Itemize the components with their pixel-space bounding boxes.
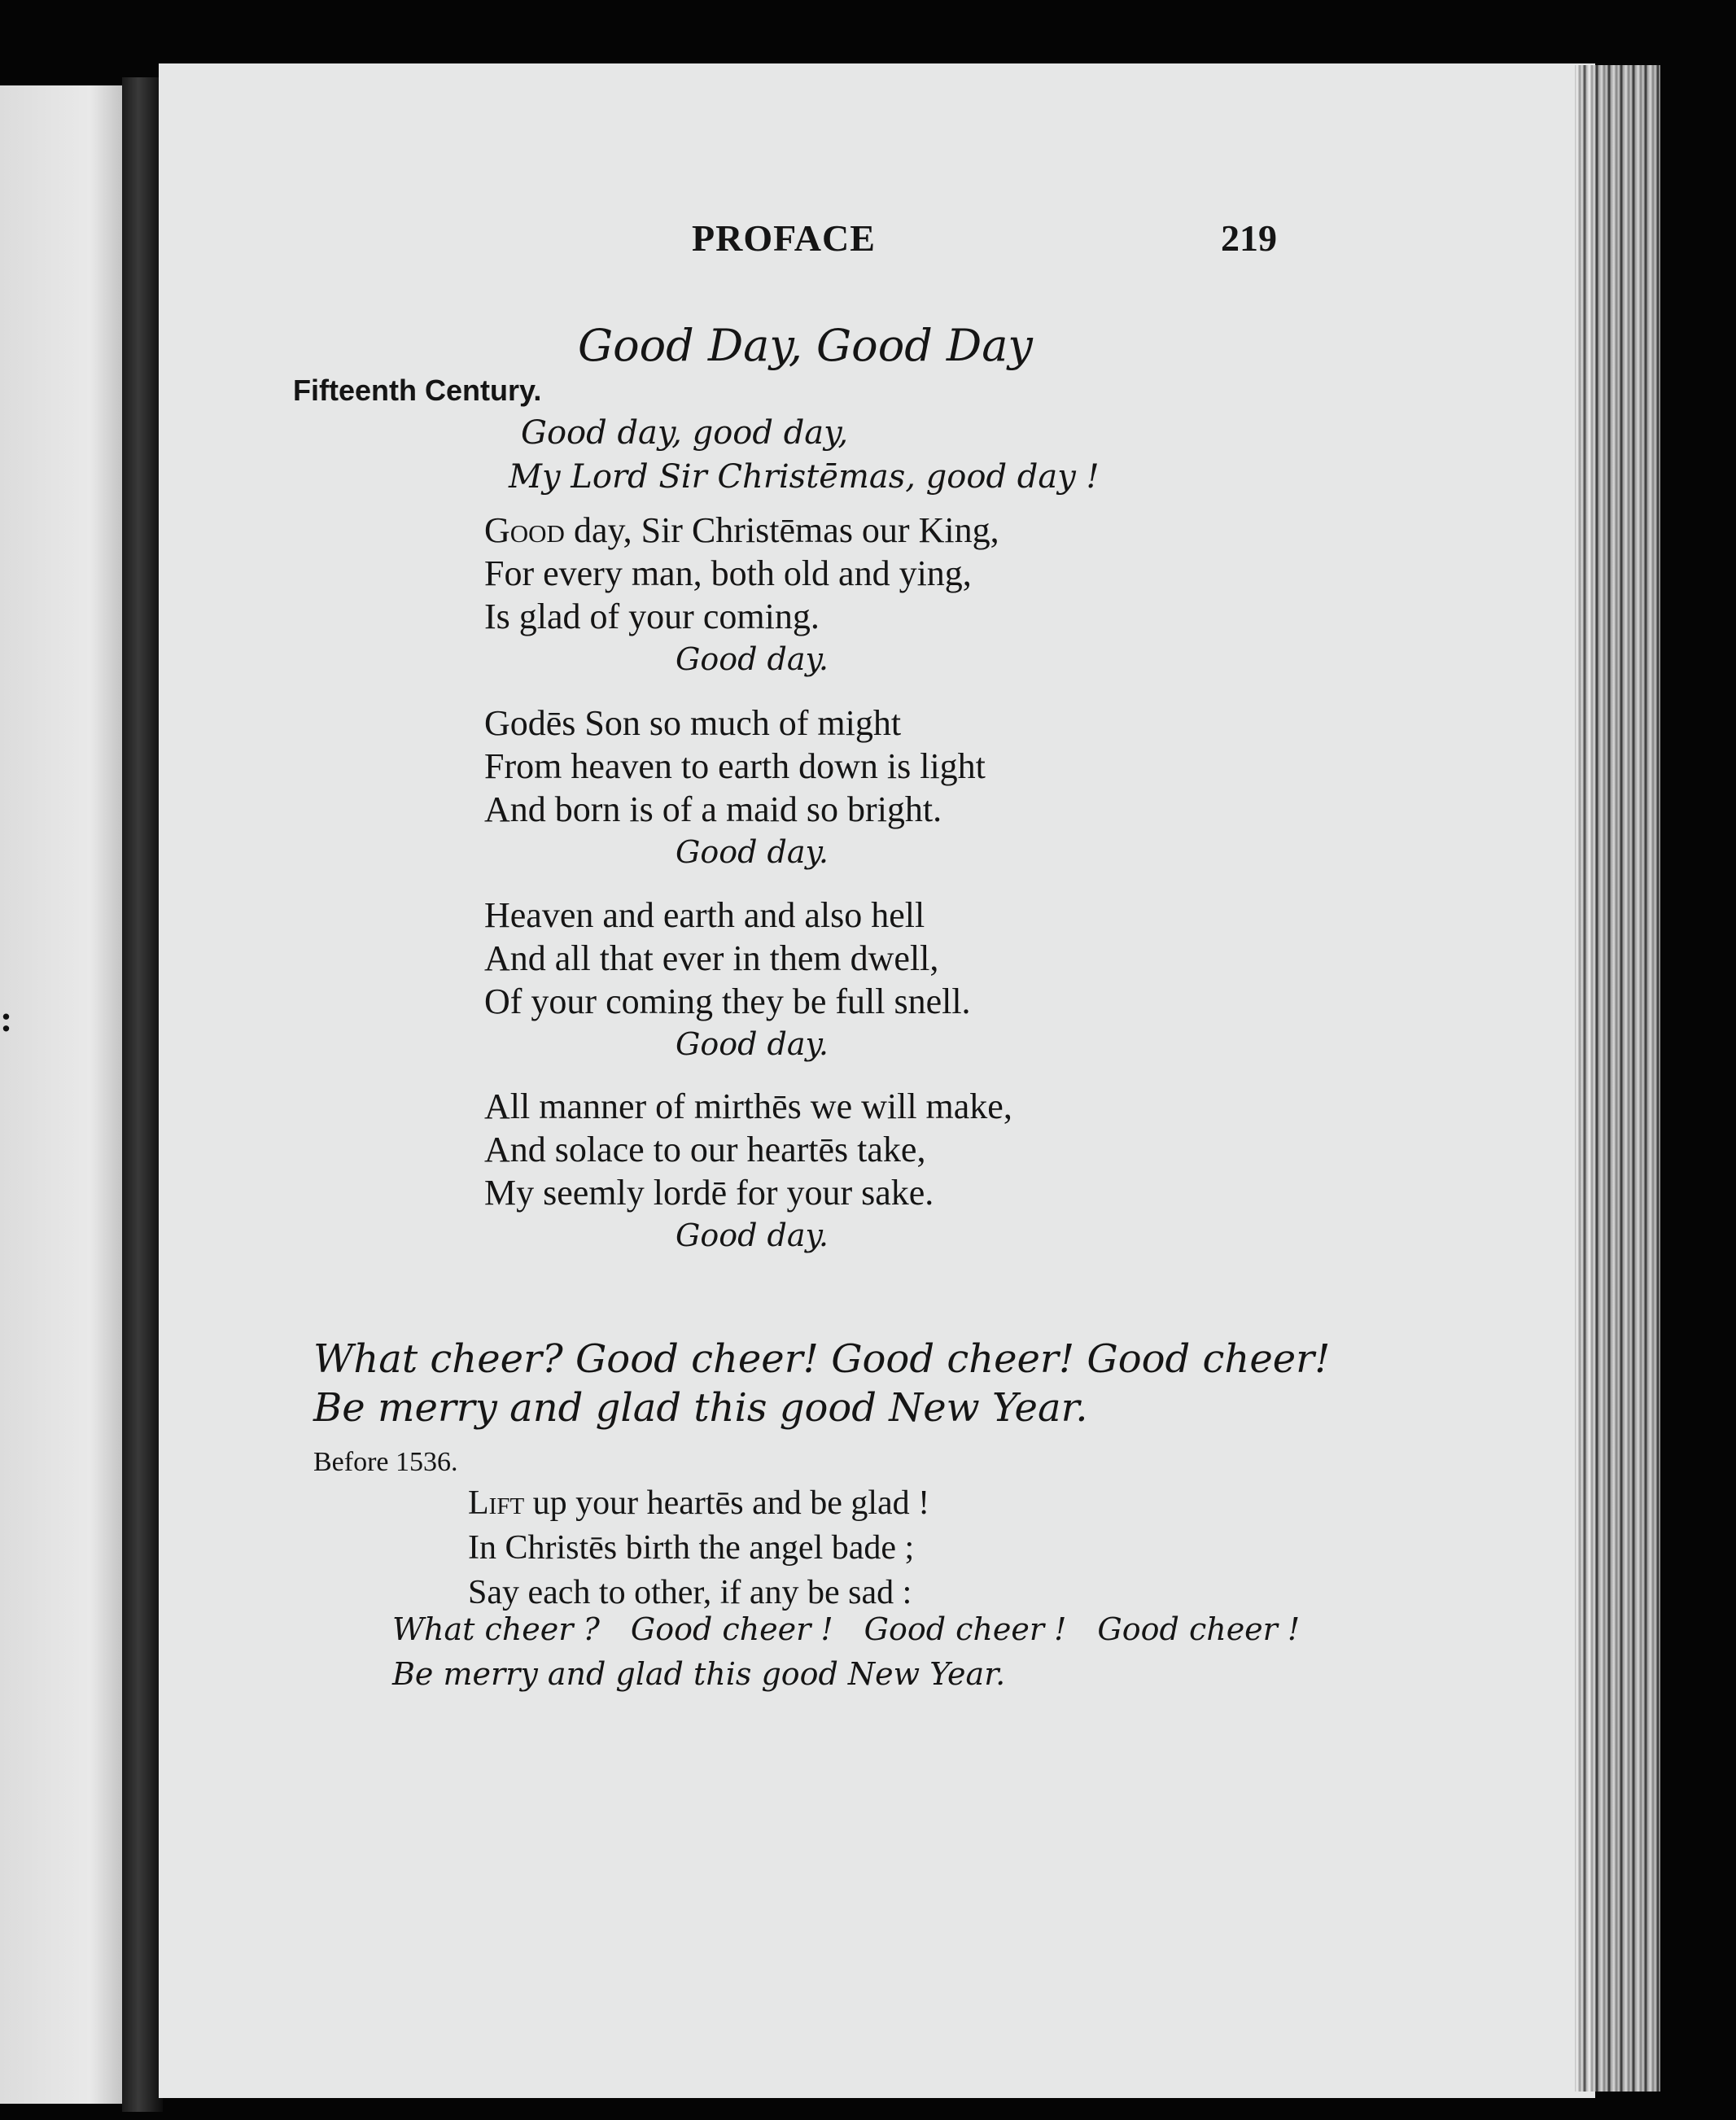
stanza-line: Of your coming they be full snell. (484, 981, 971, 1021)
refrain-line: Be merry and glad this good New Year. (392, 1656, 1006, 1692)
stanza-line: My seemly lordē for your sake. (484, 1173, 934, 1213)
refrain-line (392, 1607, 1300, 1652)
stanza-line: And all that ever in them dwell, (484, 938, 939, 978)
carol1-date: Fifteenth Century. (293, 374, 542, 407)
carol1-stanza-3 (484, 894, 971, 1066)
stanza-line: And born is of a maid so bright. (484, 789, 942, 829)
running-head: PROFACE (692, 217, 876, 259)
page-fore-edge (1575, 65, 1660, 2092)
carol2-title (313, 1335, 1330, 1432)
stanza-line (484, 509, 999, 552)
drop-word: Good (484, 510, 565, 550)
stanza-line: Say each to other, if any be sad : (468, 1574, 912, 1611)
refrain-line: My Lord Sir Christēmas, good day ! (509, 458, 1100, 496)
stanza-refrain: Good day. (676, 641, 829, 677)
left-page-edge (0, 85, 129, 2104)
page-number: 219 (1221, 217, 1277, 259)
stanza-line: Is glad of your coming. (484, 597, 820, 636)
title-line: What cheer? Good cheer! Good cheer! Good cheer! (313, 1336, 1331, 1382)
book-gutter (122, 77, 163, 2112)
stanza-refrain: Good day. (676, 1026, 829, 1062)
carol2-stanza (468, 1481, 929, 1615)
carol1-stanza-2 (484, 702, 986, 874)
stanza-line: From heaven to earth down is light (484, 746, 986, 786)
refrain-line: Good day, good day, (521, 414, 849, 452)
carol1-stanza-4 (484, 1085, 1012, 1257)
carol1-refrain (509, 411, 1100, 499)
stanza-line: For every man, both old and ying, (484, 553, 972, 593)
drop-word: Lift (468, 1484, 525, 1522)
carol1-title: Good Day, Good Day (578, 320, 1033, 371)
title-line: Be merry and glad this good New Year. (313, 1385, 1088, 1431)
stanza-line: Heaven and earth and also hell (484, 895, 925, 935)
stanza-line: In Christēs birth the angel bade ; (468, 1529, 915, 1567)
carol1-stanza-1 (484, 509, 999, 681)
line-text: up your heartēs and be glad ! (532, 1484, 930, 1522)
stanza-line: Godēs Son so much of might (484, 703, 902, 743)
refrain-part: Good cheer ! (1097, 1611, 1301, 1647)
stanza-line: All manner of mirthēs we will make, (484, 1086, 1012, 1126)
stanza-line (468, 1481, 929, 1526)
carol2-refrain (392, 1607, 1300, 1697)
refrain-part: Good cheer ! (864, 1611, 1067, 1647)
line-text: day, Sir Christēmas our King, (573, 510, 999, 550)
refrain-part: Good cheer ! (630, 1611, 833, 1647)
stanza-refrain: Good day. (676, 1217, 829, 1253)
stanza-line: And solace to our heartēs take, (484, 1130, 926, 1169)
stanza-refrain: Good day. (676, 834, 829, 870)
refrain-part: What cheer ? (392, 1611, 600, 1647)
carol2-date: Before 1536. (313, 1447, 458, 1477)
left-page-mark: : (0, 998, 13, 1039)
